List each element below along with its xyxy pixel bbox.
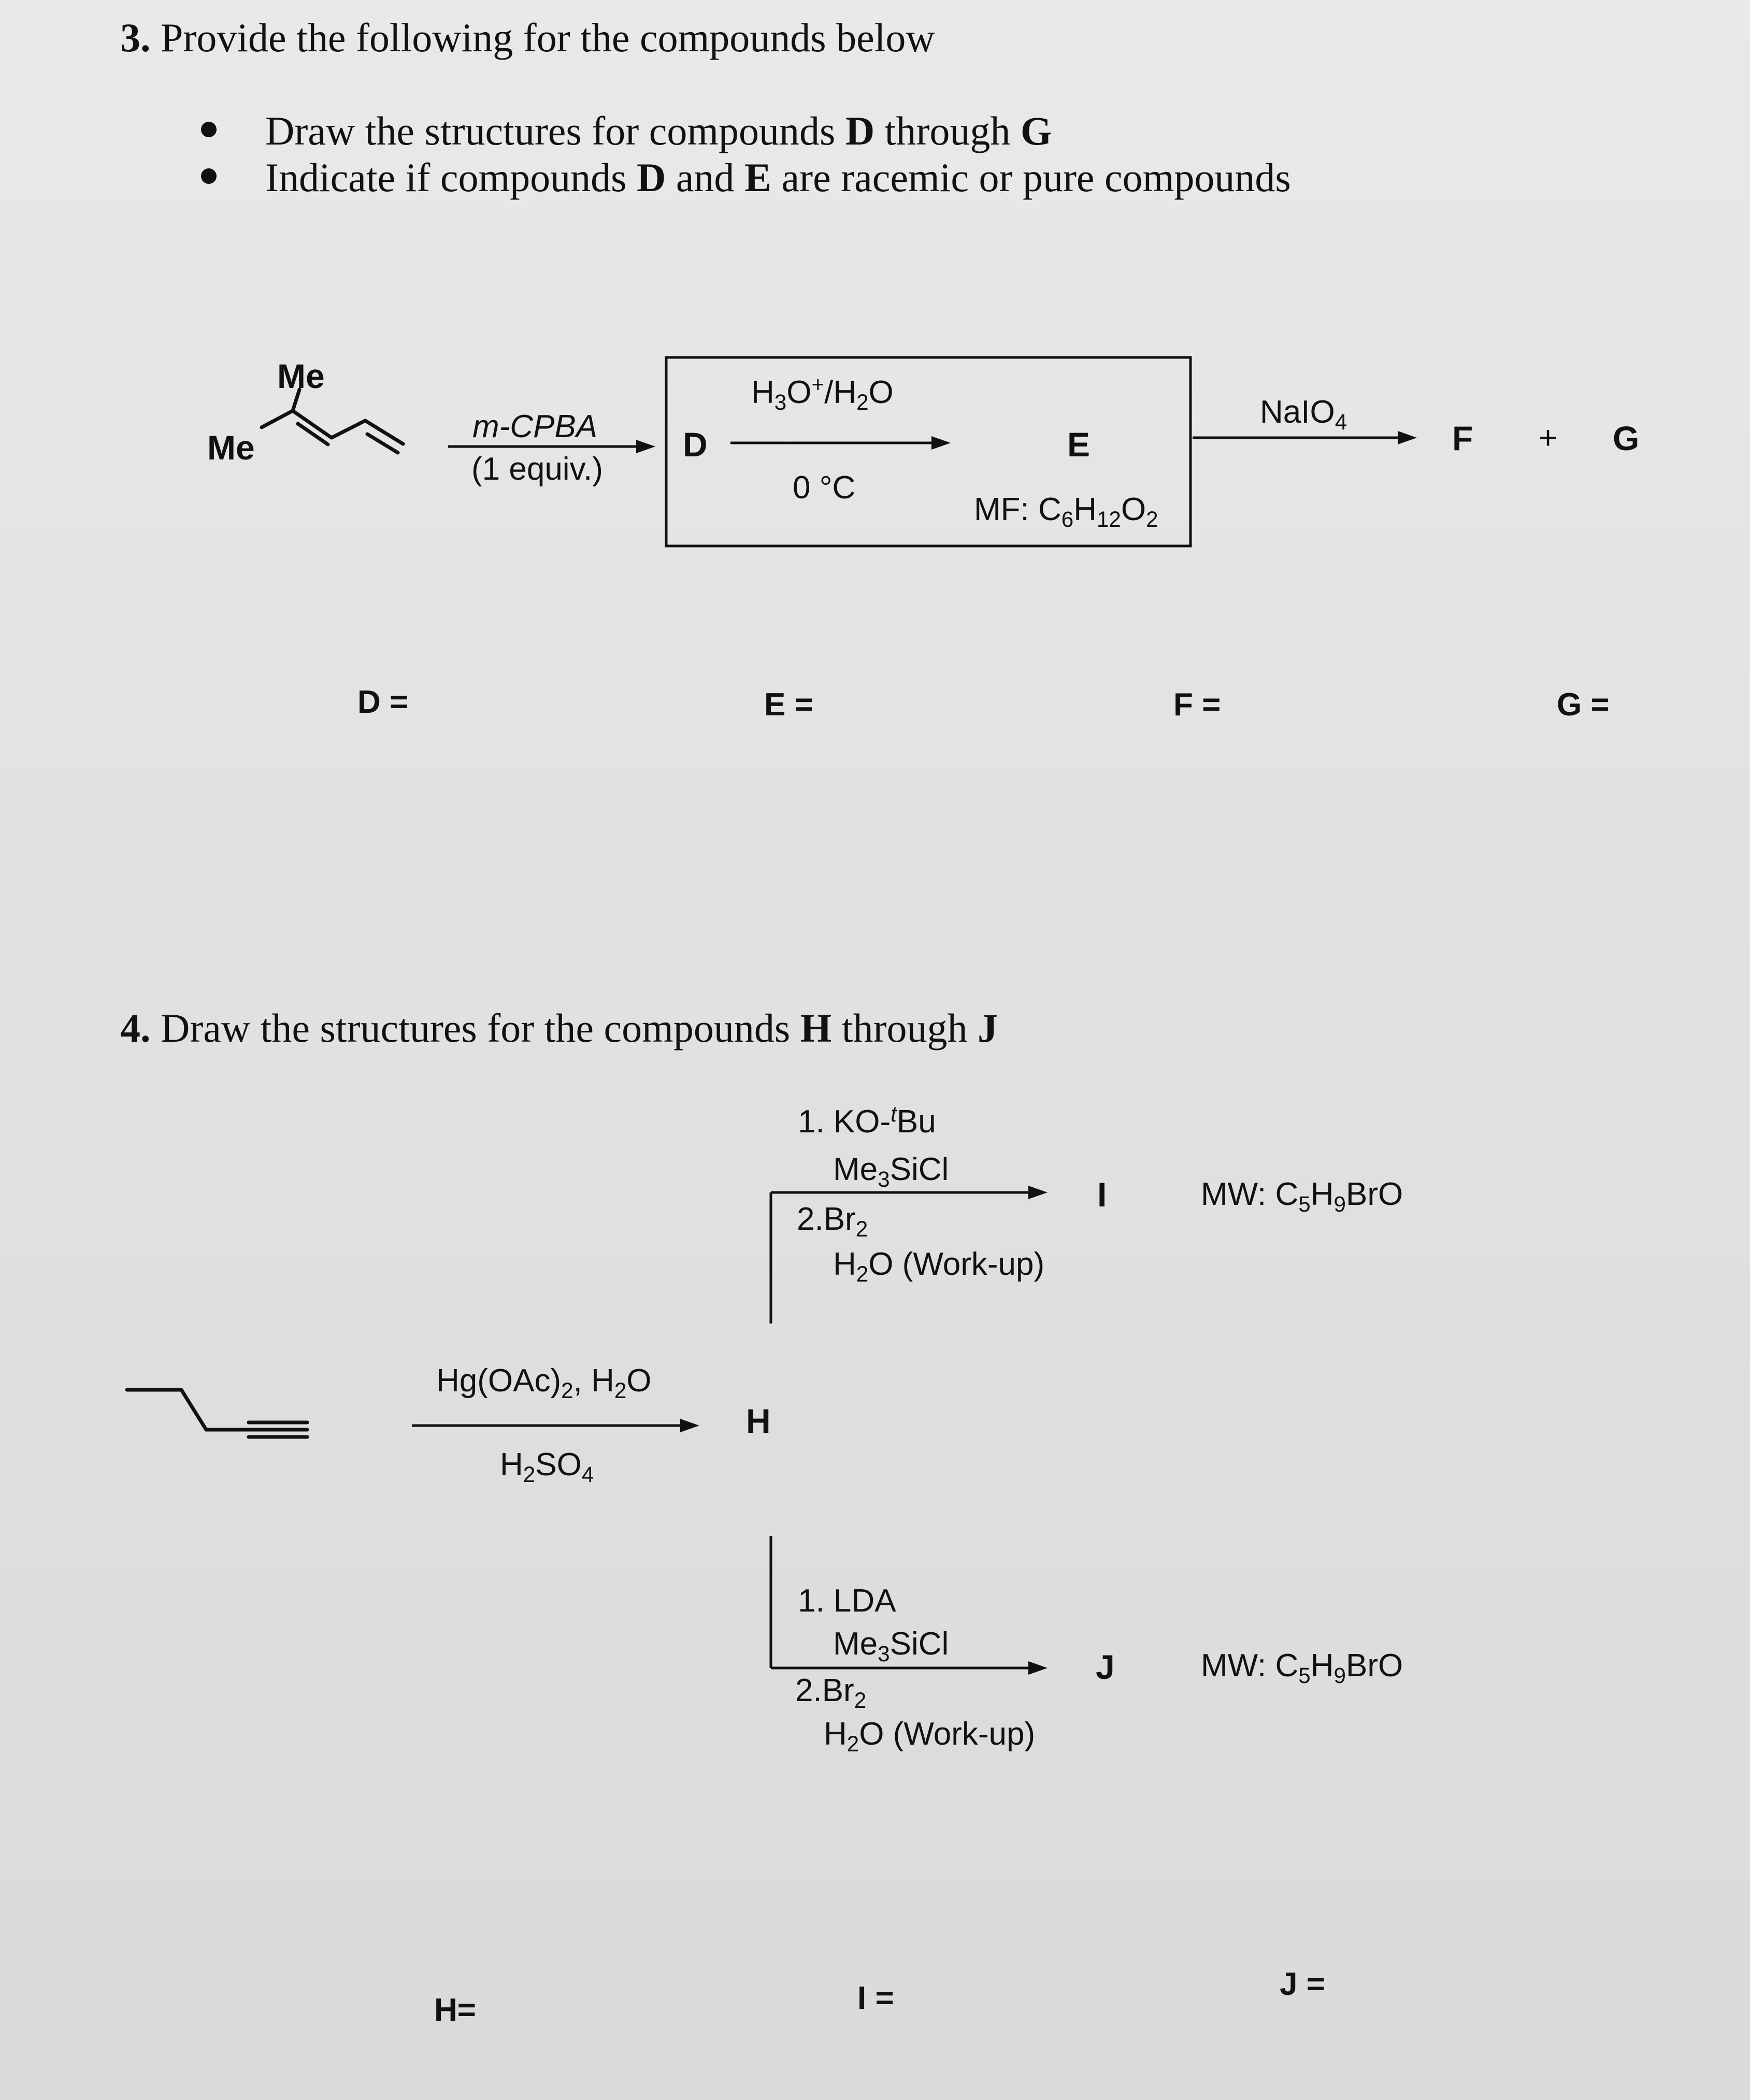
bold-h: H [800, 1005, 832, 1051]
answer-g: G = [1557, 687, 1610, 723]
subscript: 4 [1335, 410, 1347, 435]
mcpba-text: m-CPBA [472, 409, 598, 444]
naio-text: NaIO [1260, 394, 1335, 430]
h-text: H [833, 1246, 856, 1282]
h-text: H [824, 1716, 847, 1752]
o-text: O [868, 375, 894, 410]
question-4-title: Draw the structures for the compounds [161, 1005, 800, 1051]
answer-d: D = [357, 684, 409, 720]
mf-prefix: MF: C [974, 492, 1062, 527]
question-4-heading [120, 1005, 998, 1052]
step-j-workup [824, 1716, 1036, 1757]
answer-j: J = [1280, 1966, 1325, 2002]
ko-text: 1. KO- [798, 1104, 891, 1140]
subscript: 2 [854, 1688, 867, 1713]
answer-e: E = [764, 687, 813, 723]
o-text: O [786, 375, 812, 410]
subscript: 3 [878, 1642, 890, 1666]
compound-h-label: H [746, 1402, 771, 1440]
sicl-text: SiCl [890, 1626, 949, 1662]
h-text: H [1310, 1176, 1334, 1212]
methyl-left-label: Me [207, 428, 255, 467]
h-text: H [1073, 492, 1097, 527]
title-mid: through [831, 1005, 978, 1051]
subscript: 12 [1096, 507, 1121, 532]
arrow-periodate [1193, 431, 1417, 444]
so-text: SO [535, 1447, 582, 1483]
subscript: 3 [774, 390, 787, 415]
compound-g-label: G [1613, 419, 1640, 457]
step-i-bromine [797, 1201, 868, 1242]
compound-f-label: F [1452, 419, 1473, 457]
reagent-mercury [436, 1362, 652, 1403]
hg-text: Hg(OAc) [436, 1363, 562, 1399]
h-text: H [751, 375, 774, 410]
subscript: 2 [523, 1462, 536, 1487]
me-text: Me [833, 1626, 878, 1662]
step-i-silyl [833, 1151, 949, 1192]
h-text: H [1310, 1648, 1334, 1684]
reagent-mcpba [472, 408, 597, 445]
bullet-2-text: Indicate if compounds [265, 155, 637, 200]
bro-text: BrO [1345, 1176, 1403, 1212]
step-j-base: 1. LDA [798, 1583, 896, 1619]
bro-text: BrO [1345, 1648, 1403, 1684]
answer-f: F = [1173, 687, 1221, 723]
h-text: H [500, 1447, 523, 1483]
reagent-equiv: (1 equiv.) [471, 451, 603, 487]
bullet-2-tail: are racemic or pure compounds [771, 155, 1291, 200]
bullet-2-mid: and [666, 155, 744, 200]
question-4-number: 4. [120, 1005, 151, 1051]
subscript: 5 [1298, 1663, 1311, 1688]
subscript: 2 [855, 1217, 868, 1242]
subscript: 9 [1333, 1192, 1346, 1217]
bullet-1-bold-g: G [1020, 108, 1052, 153]
mw-i [1201, 1176, 1403, 1217]
step-i-base [798, 1103, 936, 1140]
bullet-1-bold-d: D [845, 108, 875, 153]
mw-prefix: MW: C [1201, 1648, 1299, 1684]
reagent-sulfuric-acid [500, 1446, 594, 1487]
compound-i-label: I [1097, 1175, 1107, 1214]
br-text: 2.Br [797, 1201, 856, 1237]
bu-text: Bu [896, 1104, 936, 1140]
bullet-1-mid: through [874, 108, 1021, 153]
compound-d-label: D [683, 425, 708, 464]
bullet-2-bold-d: D [636, 155, 666, 200]
bullet-1-text: Draw the structures for compounds [265, 108, 845, 153]
arrow-hydration [412, 1419, 699, 1432]
diene-structure [262, 390, 403, 453]
workup-text: O (Work-up) [868, 1246, 1045, 1282]
answer-h: H= [434, 1992, 476, 2028]
methyl-top-label: Me [277, 357, 325, 395]
compound-e-label: E [1067, 425, 1091, 464]
plus-sign: + [1539, 420, 1558, 456]
step-i-workup [833, 1246, 1045, 1287]
subscript: 4 [581, 1462, 594, 1487]
o-text: O [1121, 492, 1146, 527]
answer-i: I = [857, 1980, 894, 2016]
sicl-text: SiCl [890, 1152, 949, 1187]
subscript: 2 [614, 1378, 627, 1403]
bullet-2-bold-e: E [744, 155, 771, 200]
subscript: 6 [1061, 507, 1074, 532]
compound-j-label: J [1096, 1648, 1115, 1686]
step-j-bromine [795, 1672, 867, 1713]
superscript: + [811, 372, 825, 397]
workup-text: O (Work-up) [859, 1716, 1036, 1752]
h-text: , H [573, 1363, 614, 1399]
br-text: 2.Br [795, 1673, 854, 1708]
subscript: 2 [1146, 507, 1158, 532]
mw-prefix: MW: C [1201, 1176, 1299, 1212]
double-bond-a [365, 421, 403, 444]
reagent-acid-water [751, 372, 894, 415]
subscript: 2 [856, 1262, 869, 1287]
alkyne-structure [127, 1390, 307, 1437]
arrow-hydrolysis [730, 436, 951, 450]
question-3-number: 3. [120, 15, 151, 60]
bold-j: J [978, 1005, 998, 1051]
superscript: t [891, 1101, 897, 1126]
bond [332, 421, 365, 438]
reagent-temperature: 0 °C [793, 470, 856, 506]
step-j-silyl [833, 1626, 949, 1666]
mw-j [1201, 1647, 1403, 1688]
bond [262, 411, 293, 427]
subscript: 9 [1333, 1663, 1346, 1688]
o-text: O [626, 1363, 652, 1399]
subscript: 2 [856, 390, 869, 415]
h-text: /H [824, 375, 857, 410]
molecular-formula-e [974, 491, 1158, 532]
subscript: 3 [878, 1167, 890, 1192]
reagent-naio4 [1260, 394, 1347, 435]
question-3-title: Provide the following for the compounds below [161, 15, 935, 60]
bond [181, 1390, 206, 1430]
subscript: 2 [847, 1732, 859, 1757]
subscript: 5 [1298, 1192, 1311, 1217]
me-text: Me [833, 1152, 878, 1187]
subscript: 2 [561, 1378, 573, 1403]
